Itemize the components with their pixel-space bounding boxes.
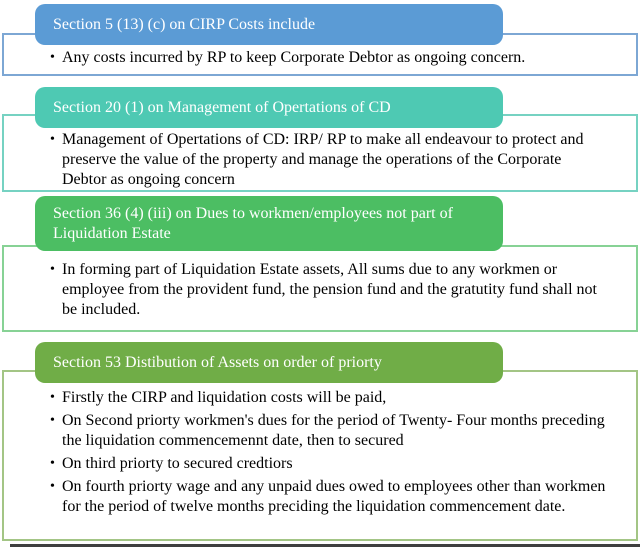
bullet-item: • On third priorty to secured credtiors: [49, 454, 606, 474]
bullet-item: • On fourth priorty wage and any unpaid dues owed to employees other than workmen for the period of twelve months preciding the liquidation commencement date.: [49, 477, 606, 517]
bullet-item: • Any costs incurred by RP to keep Corporate Debtor as ongoing concern.: [49, 48, 606, 68]
bullet-item: • On Second priorty workmen's dues for the period of Twenty- Four months preceding the liquidation commencemennt date, then to secured: [49, 411, 606, 451]
bullet-list: [49, 388, 606, 517]
section-header-distribution-assets: Section 53 Distibution of Assets on order of priorty: [35, 342, 503, 383]
section-header-cirp-costs: Section 5 (13) (c) on CIRP Costs include: [35, 4, 503, 45]
bullet-list: [49, 48, 606, 68]
bullet-item: • Firstly the CIRP and liquidation costs will be paid,: [49, 388, 606, 408]
bullet-item: • In forming part of Liquidation Estate assets, All sums due to any workmen or employee from the provident fund, the pension fund and the gratutity fund shall not be included.: [49, 260, 606, 320]
section-header-management-cd: Section 20 (1) on Management of Opertations of CD: [35, 87, 503, 128]
bullet-list: [49, 130, 606, 190]
section-body-liquidation-estate: [2, 245, 638, 332]
section-body-distribution-assets: [2, 370, 638, 541]
bullet-list: [49, 260, 606, 320]
section-header-liquidation-estate: Section 36 (4) (iii) on Dues to workmen/employees not part of Liquidation Estate: [35, 196, 503, 251]
bullet-item: • Management of Opertations of CD: IRP/ RP to make all endeavour to protect and preserve the value of the property and manage the operations of the Corporate Debtor as ongoing concern: [49, 130, 606, 190]
